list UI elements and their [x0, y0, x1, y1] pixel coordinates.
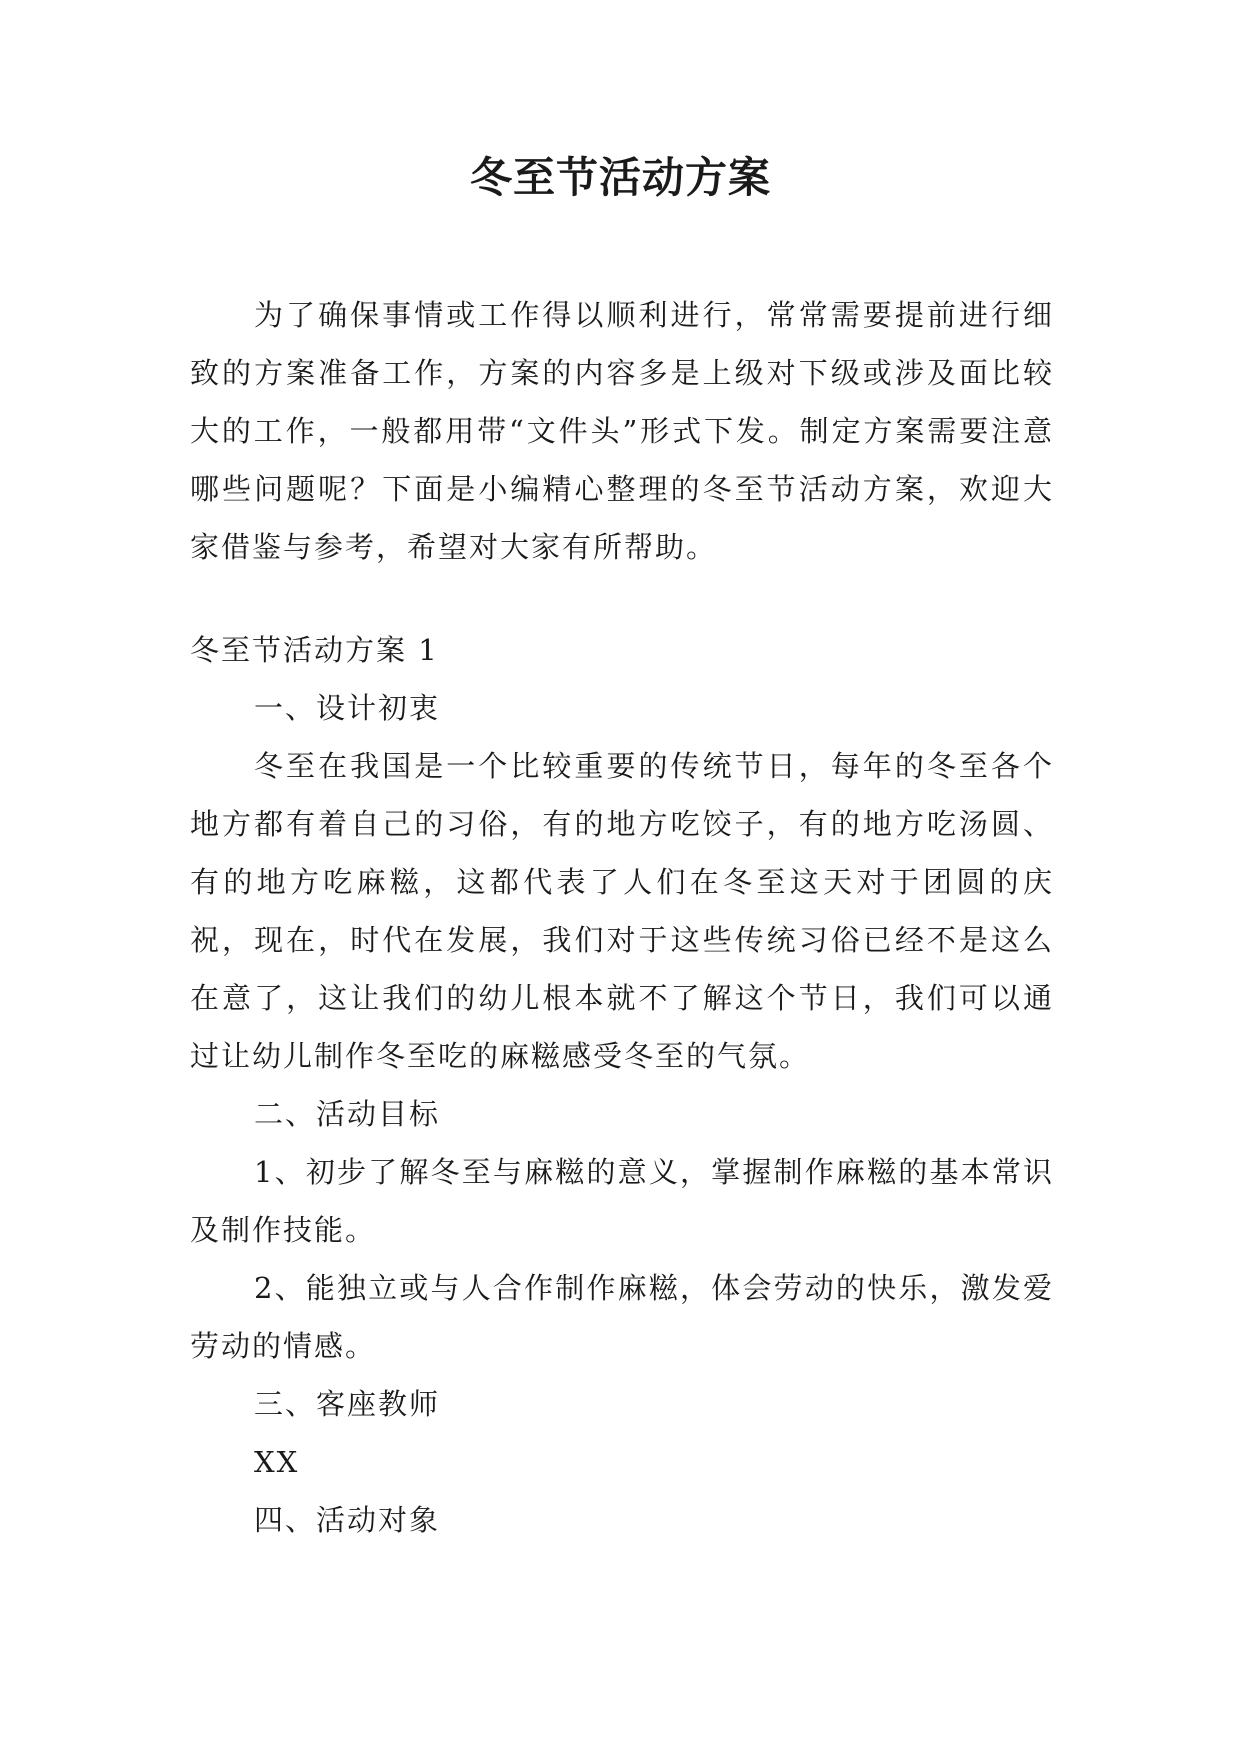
intro-paragraph: 为了确保事情或工作得以顺利进行，常常需要提前进行细致的方案准备工作，方案的内容多是上级对下级或涉及面比较大的工作，一般都用带“文件头”形式下发。制定方案需要注意哪些问题呢？下面是小编精心整理的冬至节活动方案，欢迎大家借鉴与参考，希望对大家有所帮助。	[190, 298, 1054, 564]
section-title: 冬至节活动方案 1	[190, 633, 439, 667]
heading-design-intent: 一、设计初衷	[254, 691, 441, 725]
heading-guest-teacher: 三、客座教师	[254, 1387, 441, 1421]
heading-activity-target: 四、活动对象	[254, 1503, 441, 1537]
heading-activity-goals: 二、活动目标	[254, 1097, 441, 1131]
document-title: 冬至节活动方案	[469, 153, 771, 202]
design-intent-paragraph: 冬至在我国是一个比较重要的传统节日，每年的冬至各个地方都有着自己的习俗，有的地方吃饺子，有的地方吃汤圆、有的地方吃麻糍，这都代表了人们在冬至这天对于团圆的庆祝，现在，时代在发展，我们对于这些传统习俗已经不是这么在意了，这让我们的幼儿根本就不了解这个节日，我们可以通过让幼儿制作冬至吃的麻糍感受冬至的气氛。	[190, 749, 1054, 1073]
goal-item-2: 2、能独立或与人合作制作麻糍，体会劳动的快乐，激发爱劳动的情感。	[190, 1271, 1054, 1363]
goal-item-1: 1、初步了解冬至与麻糍的意义，掌握制作麻糍的基本常识及制作技能。	[190, 1155, 1054, 1247]
document-body	[190, 286, 1054, 1549]
guest-teacher-name: XX	[254, 1445, 300, 1479]
